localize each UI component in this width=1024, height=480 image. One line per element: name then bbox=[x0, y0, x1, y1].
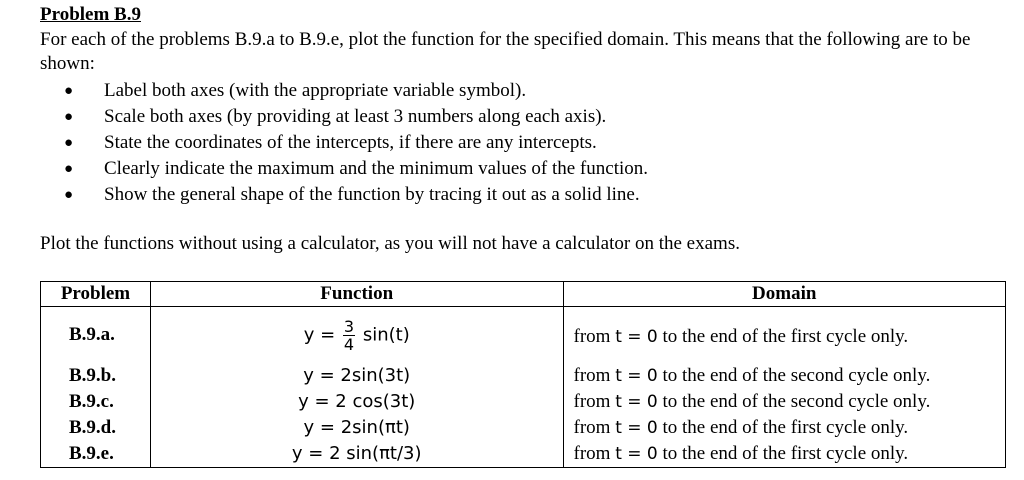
domain-rest: to the end of the second cycle only. bbox=[657, 391, 931, 412]
requirement-text: Scale both axes (by providing at least 3 numbers along each axis). bbox=[104, 106, 607, 127]
column-header-function: Function bbox=[150, 282, 563, 307]
domain-variable: t = 0 bbox=[615, 366, 658, 386]
bullet-icon: ● bbox=[64, 161, 74, 177]
domain-cell bbox=[563, 307, 1006, 364]
domain-from: from bbox=[573, 391, 616, 412]
function-formula: y = 2sin(πt) bbox=[150, 415, 563, 441]
table-header-row bbox=[41, 282, 1006, 307]
problems-table bbox=[40, 281, 1006, 468]
requirement-text: Show the general shape of the function by tracing it out as a solid line. bbox=[104, 184, 640, 205]
domain-rest: to the end of the first cycle only. bbox=[657, 326, 909, 347]
requirement-text: Label both axes (with the appropriate variable symbol). bbox=[104, 80, 527, 101]
table-row bbox=[41, 415, 1006, 441]
domain-variable: t = 0 bbox=[615, 392, 658, 412]
function-formula bbox=[150, 307, 563, 364]
problem-id: B.9.c. bbox=[41, 389, 151, 415]
bullet-icon: ● bbox=[64, 109, 74, 125]
problem-id: B.9.d. bbox=[41, 415, 151, 441]
domain-rest: to the end of the first cycle only. bbox=[657, 443, 909, 464]
function-formula: y = 2 cos(3t) bbox=[150, 389, 563, 415]
fraction-denominator: 4 bbox=[343, 334, 355, 354]
domain-from: from bbox=[573, 365, 616, 386]
problem-id: B.9.b. bbox=[41, 363, 151, 389]
domain-from: from bbox=[573, 443, 616, 464]
table-row bbox=[41, 363, 1006, 389]
domain-variable: t = 0 bbox=[615, 418, 658, 438]
requirement-item bbox=[40, 182, 1015, 208]
fraction bbox=[343, 318, 355, 353]
function-formula: y = 2 sin(πt/3) bbox=[150, 441, 563, 468]
domain-from: from bbox=[573, 417, 616, 438]
table-row bbox=[41, 307, 1006, 364]
table-row bbox=[41, 389, 1006, 415]
document-body bbox=[40, 4, 1015, 256]
domain-variable: t = 0 bbox=[615, 327, 658, 347]
problem-id: B.9.e. bbox=[41, 441, 151, 468]
domain-cell bbox=[563, 441, 1006, 468]
fraction-numerator: 3 bbox=[343, 316, 355, 336]
requirements-list bbox=[40, 78, 1015, 208]
domain-cell bbox=[563, 415, 1006, 441]
domain-rest: to the end of the first cycle only. bbox=[657, 417, 909, 438]
domain-from: from bbox=[573, 326, 616, 347]
requirement-item bbox=[40, 104, 1015, 130]
domain-cell bbox=[563, 389, 1006, 415]
requirement-item bbox=[40, 156, 1015, 182]
bullet-icon: ● bbox=[64, 187, 74, 203]
column-header-problem: Problem bbox=[41, 282, 151, 307]
requirement-text: State the coordinates of the intercepts, if there are any intercepts. bbox=[104, 132, 597, 153]
problem-title: Problem B.9 bbox=[40, 4, 141, 25]
domain-variable: t = 0 bbox=[615, 444, 658, 464]
requirement-item bbox=[40, 78, 1015, 104]
function-prefix: y = bbox=[303, 324, 336, 345]
domain-rest: to the end of the second cycle only. bbox=[657, 365, 931, 386]
problem-id: B.9.a. bbox=[41, 307, 151, 364]
requirement-text: Clearly indicate the maximum and the minimum values of the function. bbox=[104, 158, 649, 179]
domain-cell bbox=[563, 363, 1006, 389]
bullet-icon: ● bbox=[64, 135, 74, 151]
table-row bbox=[41, 441, 1006, 468]
function-formula: y = 2sin(3t) bbox=[150, 363, 563, 389]
intro-paragraph: For each of the problems B.9.a to B.9.e, plot the function for the specified domain. This means that the following are to be shown: bbox=[40, 29, 971, 74]
requirement-item bbox=[40, 130, 1015, 156]
column-header-domain: Domain bbox=[563, 282, 1006, 307]
bullet-icon: ● bbox=[64, 83, 74, 99]
function-suffix: sin(t) bbox=[362, 324, 410, 345]
calculator-note: Plot the functions without using a calculator, as you will not have a calculator on the exams. bbox=[40, 233, 740, 254]
